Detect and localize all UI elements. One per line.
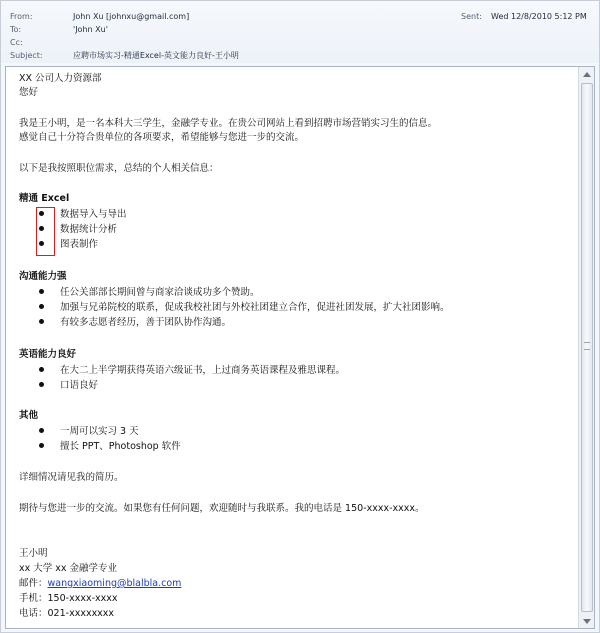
section-title-communication: 沟通能力强 bbox=[19, 271, 67, 282]
to-label: To: bbox=[10, 25, 22, 34]
bullet-icon bbox=[39, 304, 44, 309]
list-item bbox=[39, 316, 231, 331]
tel-label: 电话： bbox=[19, 608, 48, 619]
list-item-text: 加强与兄弟院校的联系，促成我校社团与外校社团建立合作，促进社团发展，扩大社团影响。 bbox=[60, 302, 450, 313]
list-item bbox=[39, 301, 450, 316]
closing-line: 期待与您进一步的交流。如果您有任何问题，欢迎随时与我联系。我的电话是 150-xxxx-xxxx。 bbox=[19, 503, 425, 514]
to-value[interactable]: 'John Xu' bbox=[73, 25, 108, 34]
scroll-up-icon bbox=[583, 72, 591, 77]
list-item-text: 任公关部部长期间曾与商家洽谈成功多个赞助。 bbox=[60, 287, 260, 298]
message-body-frame bbox=[5, 66, 595, 629]
list-item-text: 擅长 PPT、Photoshop 软件 bbox=[60, 441, 181, 452]
list-item bbox=[39, 286, 260, 301]
email-label: 邮件： bbox=[19, 578, 48, 589]
greeting-line-1: XX 公司人力资源部 bbox=[19, 73, 102, 84]
bullet-icon bbox=[39, 289, 44, 294]
scroll-down-button[interactable] bbox=[579, 614, 594, 628]
signature-phone-row bbox=[19, 592, 117, 607]
scroll-up-button[interactable] bbox=[579, 67, 594, 81]
intro-line-2: 感觉自己十分符合贵单位的各项要求，希望能够与您进一步的交流。 bbox=[19, 132, 305, 143]
list-item-text: 一周可以实习 3 天 bbox=[60, 426, 139, 437]
list-item-text: 有较多志愿者经历，善于团队协作沟通。 bbox=[60, 317, 232, 328]
list-item-text: 数据导入与导出 bbox=[60, 209, 127, 220]
message-header bbox=[1, 1, 599, 63]
greeting-line-2: 您好 bbox=[19, 87, 39, 98]
section-title-english: 英语能力良好 bbox=[19, 349, 77, 360]
cc-label: Cc: bbox=[10, 38, 23, 47]
sent-value: Wed 12/8/2010 5:12 PM bbox=[491, 12, 587, 21]
message-body[interactable] bbox=[6, 67, 578, 628]
from-label: From: bbox=[10, 12, 33, 21]
signature-name: 王小明 bbox=[19, 548, 48, 559]
email-link[interactable]: wangxiaoming@blalbla.com bbox=[47, 578, 182, 589]
list-item-text: 图表制作 bbox=[60, 239, 99, 250]
resume-note: 详细情况请见我的简历。 bbox=[19, 472, 124, 483]
intro-line-1: 我是王小明，是一名本科大三学生，金融学专业。在贵公司网站上看到招聘市场营销实习生的信息。 bbox=[19, 118, 438, 129]
bullet-icon bbox=[39, 367, 44, 372]
bullet-highlight-box bbox=[36, 207, 55, 256]
list-item-text: 口语良好 bbox=[60, 380, 99, 391]
from-value[interactable]: John Xu [johnxu@gmail.com] bbox=[73, 12, 190, 21]
list-item bbox=[39, 425, 139, 440]
bullet-icon bbox=[39, 443, 44, 448]
signature-school: xx 大学 xx 金融学专业 bbox=[19, 563, 118, 574]
subject-label: Subject: bbox=[10, 51, 43, 60]
list-item-text: 数据统计分析 bbox=[60, 224, 118, 235]
scroll-thumb[interactable] bbox=[581, 83, 593, 612]
list-item bbox=[39, 379, 98, 394]
phone-label: 手机： bbox=[19, 593, 48, 604]
signature-tel-row bbox=[19, 607, 114, 622]
bullet-icon bbox=[39, 382, 44, 387]
sent-label: Sent: bbox=[461, 12, 482, 21]
summary-line: 以下是我按照职位需求，总结的个人相关信息： bbox=[19, 163, 219, 174]
grip-icon bbox=[584, 342, 590, 350]
bullet-icon bbox=[39, 428, 44, 433]
section-title-excel: 精通 Excel bbox=[19, 193, 70, 204]
phone-value: 150-xxxx-xxxx bbox=[47, 593, 118, 604]
section-title-other: 其他 bbox=[19, 410, 39, 421]
tel-value: 021-xxxxxxxx bbox=[47, 608, 115, 619]
subject-value: 应聘市场实习-精通Excel-英文能力良好-王小明 bbox=[73, 51, 239, 60]
list-item bbox=[39, 440, 181, 455]
signature-email-row bbox=[19, 577, 181, 592]
vertical-scrollbar[interactable] bbox=[578, 67, 594, 628]
list-item bbox=[39, 364, 345, 379]
scroll-down-icon bbox=[583, 619, 591, 624]
bullet-icon bbox=[39, 319, 44, 324]
list-item-text: 在大二上半学期获得英语六级证书，上过商务英语课程及雅思课程。 bbox=[60, 365, 346, 376]
